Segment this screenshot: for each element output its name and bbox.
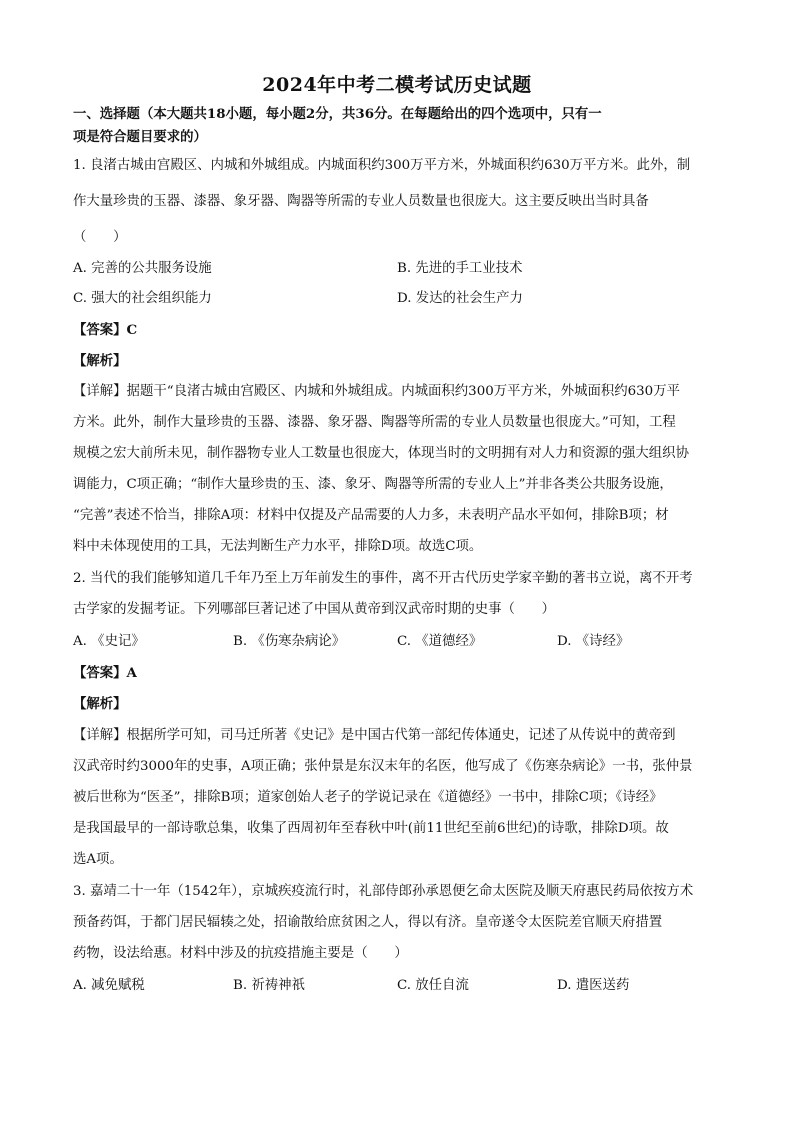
q3-option-d: D. 遣医送药 <box>557 978 630 993</box>
q2-detail-line-3: 被后世称为“医圣”，排除B项；道家创始人老子的学说记录在《道德经》一书中，排除C项；《诗经》 <box>73 790 663 805</box>
q3-stem-line-1: 3. 嘉靖二十一年（1542年），京城疾疫流行时，礼部侍郎孙承恩便乞命太医院及顺天府惠民药局依按方术 <box>73 884 694 899</box>
q1-detail-line-6: 料中未体现使用的工具，无法判断生产力水平，排除D项。故选C项。 <box>73 539 483 554</box>
q2-stem-line-1: 2. 当代的我们能够知道几千年乃至上万年前发生的事件，离不开古代历史学家辛勤的著书立说，离不开考 <box>73 571 693 586</box>
q2-option-a: A. 《史记》 <box>73 634 145 649</box>
section-heading-line-1: 一、选择题（本大题共18小题，每小题2分，共36分。在每题给出的四个选项中，只有一 <box>73 106 602 122</box>
q1-option-a: A. 完善的公共服务设施 <box>73 261 212 276</box>
q1-detail-line-5: “完善”表述不恰当，排除A项：材料中仅提及产品需要的人力多，未表明产品水平如何，排除B项；材 <box>73 508 669 523</box>
q1-option-d: D. 发达的社会生产力 <box>397 291 523 306</box>
q1-option-b: B. 先进的手工业技术 <box>397 261 523 276</box>
q1-detail-line-1: 【详解】据题干“良渚古城由宫殿区、内城和外城组成。内城面积约300万平方米，外城面积约630万平 <box>73 384 680 399</box>
q1-option-c: C. 强大的社会组织能力 <box>73 291 212 306</box>
q2-option-d: D. 《诗经》 <box>557 634 630 649</box>
q1-stem-line-2: 作大量珍贵的玉器、漆器、象牙器、陶器等所需的专业人员数量也很庞大。这主要反映出当时具备 <box>73 194 649 209</box>
q2-stem-line-2: 古学家的发掘考证。下列哪部巨著记述了中国从黄帝到汉武帝时期的史事（ ） <box>73 602 556 617</box>
q2-analysis-label: 【解析】 <box>73 696 127 712</box>
q2-detail-line-2: 汉武帝时约3000年的史事，A项正确；张仲景是东汉末年的名医，他写成了《伤寒杂病论》一书，张仲景 <box>73 759 693 774</box>
q1-analysis-label: 【解析】 <box>73 353 127 369</box>
q3-stem-line-3: 药物，设法给惠。材料中涉及的抗疫措施主要是（ ） <box>73 946 408 961</box>
q1-answer: 【答案】C <box>73 322 138 338</box>
q2-detail-line-5: 选A项。 <box>73 852 123 867</box>
q2-detail-line-1: 【详解】根据所学可知，司马迁所著《史记》是中国古代第一部纪传体通史，记述了从传说中的黄帝到 <box>73 728 676 743</box>
q2-detail-line-4: 是我国最早的一部诗歌总集，收集了西周初年至春秋中叶(前11世纪至前6世纪)的诗歌，排除D项。故 <box>73 821 669 836</box>
q1-detail-line-2: 方米。此外，制作大量珍贵的玉器、漆器、象牙器、陶器等所需的专业人员数量也很庞大。”可知，工程 <box>73 415 676 430</box>
q1-stem-line-1: 1. 良渚古城由宫殿区、内城和外城组成。内城面积约300万平方米，外城面积约630万平方米。此外，制 <box>73 158 691 173</box>
q1-answer-blank: （ ） <box>73 230 127 245</box>
section-heading-line-2: 项是符合题目要求的） <box>73 129 207 145</box>
q3-stem-line-2: 预备药饵，于都门居民辐辏之处，招谕散给庶贫困之人，得以有济。皇帝遂令太医院差官顺天府措置 <box>73 915 663 930</box>
q2-option-c: C. 《道德经》 <box>397 634 483 649</box>
q1-detail-line-4: 调能力，C项正确；“制作大量珍贵的玉、漆、象牙、陶器等所需的专业人上”并非各类公共服务设施， <box>73 477 673 492</box>
page-title: 2024年中考二模考试历史试题 <box>262 74 532 96</box>
q1-detail-line-3: 规模之宏大前所未见，制作器物专业人工数量也很庞大，体现当时的文明拥有对人力和资源的强大组织协 <box>73 446 689 461</box>
q3-option-c: C. 放任自流 <box>397 978 469 993</box>
q3-option-a: A. 减免赋税 <box>73 978 145 993</box>
q3-option-b: B. 祈祷神祇 <box>233 978 305 993</box>
q2-answer: 【答案】A <box>73 665 137 681</box>
q2-option-b: B. 《伤寒杂病论》 <box>233 634 346 649</box>
